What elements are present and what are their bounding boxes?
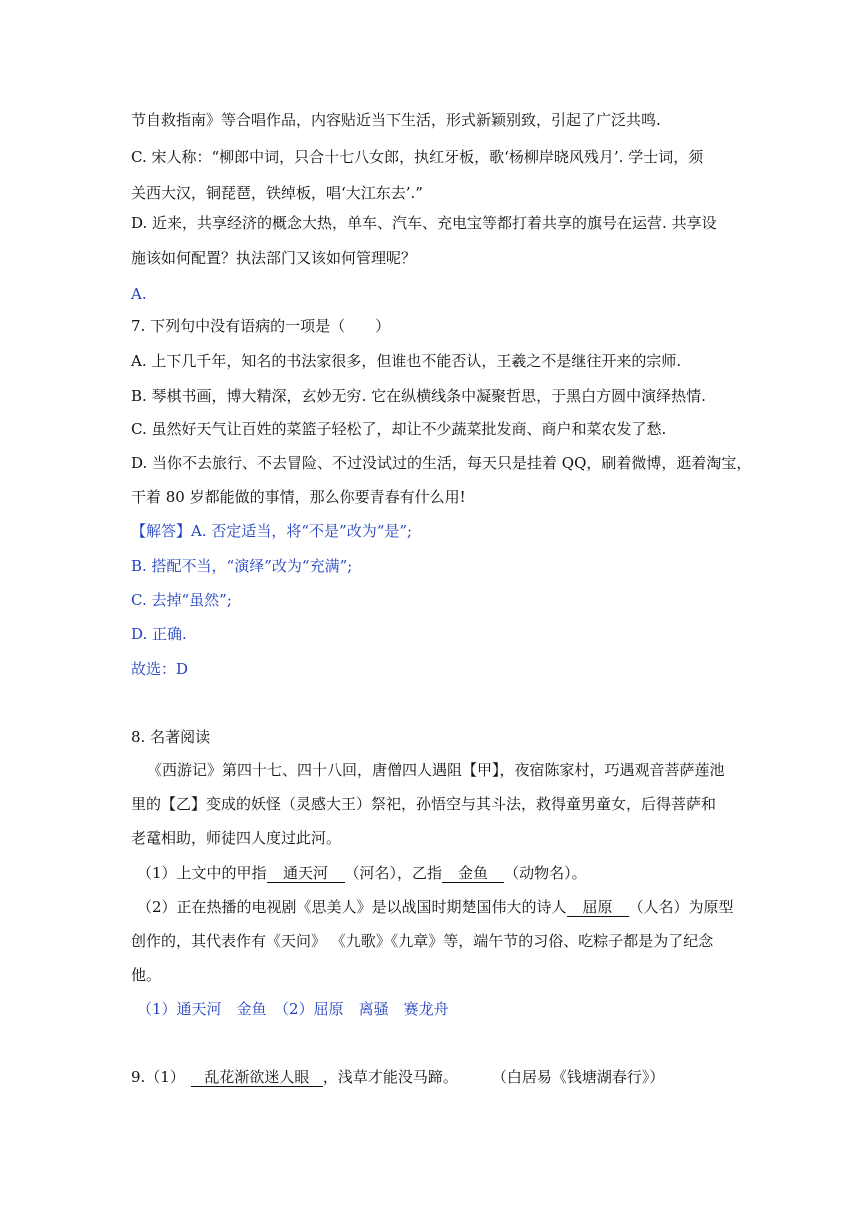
- q9-part1: [131, 1067, 664, 1087]
- q8-passage-line3: 老鼋相助，师徒四人度过此河。: [131, 829, 342, 847]
- q8-sub2-line2: 创作的，其代表作有《天问》 《九歌》《九章》等，端午节的习俗、吃粽子都是为了纪念: [131, 932, 714, 950]
- sub1-text-a: （1）上文中的甲指: [137, 864, 267, 882]
- q9-source: （白居易《钱塘湖春行》）: [491, 1068, 665, 1086]
- q7-solution-b: B. 搭配不当，“演绎”改为“充满”;: [131, 557, 353, 575]
- q7-option-a: A. 上下几千年，知名的书法家很多，但谁也不能否认，王羲之不是继往开来的宗师.: [131, 352, 682, 370]
- q6-option-d-line1: D. 近来，共享经济的概念大热，单车、汽车、充电宝等都打着共享的旗号在运营. 共享设: [131, 214, 717, 232]
- q7-option-b: B. 琴棋书画，博大精深，玄妙无穷. 它在纵横线条中凝聚哲思，于黑白方圆中演绎热情.: [131, 387, 706, 405]
- sub1-blank-1: 通天河: [267, 864, 345, 883]
- q7-solution-d: D. 正确.: [131, 625, 187, 643]
- q8-answer: （1）通天河 金鱼 （2）屈原 离骚 赛龙舟: [137, 1000, 449, 1018]
- q7-stem: 7. 下列句中没有语病的一项是（ ）: [131, 317, 391, 335]
- solution-tag: 【解答】: [131, 522, 192, 540]
- q6-answer: A.: [131, 285, 147, 303]
- q7-solution-c: C. 去掉“虽然”;: [131, 591, 232, 609]
- sub2-text-a: （2）正在热播的电视剧《思美人》是以战国时期楚国伟大的诗人: [137, 898, 567, 916]
- q8-sub2-line3: 他。: [131, 966, 162, 984]
- sub2-blank: 屈原: [567, 898, 629, 917]
- q9-number: 9.（1）: [131, 1068, 185, 1086]
- q6-option-c-line2: 关西大汉，铜琵琶，铁绰板，唱‘大江东去’.”: [131, 184, 423, 202]
- q7-option-d-line1: D. 当你不去旅行、不去冒险、不过没试过的生活，每天只是挂着 QQ，刷着微博，逛着淘宝，: [131, 454, 752, 472]
- q7-choice: 故选：D: [131, 660, 189, 678]
- sub1-text-c: （动物名）。: [504, 864, 587, 882]
- sub2-text-b: （人名）为原型: [628, 898, 734, 916]
- q8-stem: 8. 名著阅读: [131, 728, 211, 746]
- q8-sub2: [137, 897, 734, 917]
- q7-solution-a: [131, 521, 412, 541]
- q8-sub1: [137, 863, 587, 883]
- solution-a-text: A. 否定适当，将“不是”改为“是”;: [191, 522, 413, 540]
- q6-option-d-line2: 施该如何配置？执法部门又该如何管理呢？: [131, 249, 417, 267]
- q6-option-c-line1: C. 宋人称：“柳郎中词，只合十七八女郎，执红牙板，歌‘杨柳岸晓风残月’. 学士词，须: [131, 148, 704, 166]
- q8-passage-line1: 《西游记》第四十七、四十八回，唐僧四人遇阻【甲】，夜宿陈家村，巧遇观音菩萨莲池: [147, 761, 725, 779]
- q9-blank: 乱花渐欲迷人眼: [191, 1068, 323, 1087]
- q7-option-d-line2: 干着 80 岁都能做的事情，那么你要青春有什么用!: [131, 488, 466, 506]
- q7-option-c: C. 虽然好天气让百姓的菜篮子轻松了，却让不少蔬菜批发商、商户和菜农发了愁.: [131, 420, 667, 438]
- q8-passage-line2: 里的【乙】变成的妖怪（灵感大王）祭祀，孙悟空与其斗法，救得童男童女，后得菩萨和: [131, 795, 717, 813]
- sub1-text-b: （河名），乙指: [344, 864, 443, 882]
- q6-continuation: 节自救指南》等合唱作品，内容贴近当下生活，形式新颖别致，引起了广泛共鸣.: [131, 111, 661, 129]
- q9-rest: ，浅草才能没马蹄。: [322, 1068, 458, 1086]
- sub1-blank-2: 金鱼: [442, 864, 504, 883]
